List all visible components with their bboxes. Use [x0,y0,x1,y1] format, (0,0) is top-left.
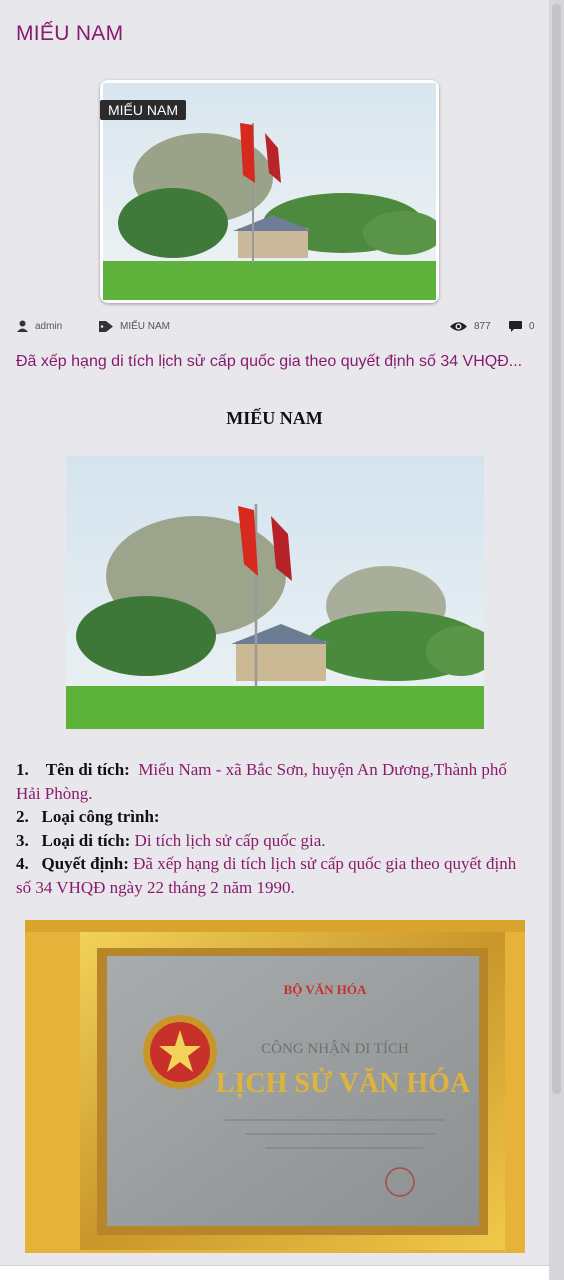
post-title[interactable]: MIẾU NAM [16,22,124,45]
info-value: Di tích lịch sử cấp quốc gia. [134,831,326,850]
info-number: 2. [16,807,29,826]
info-value: Miếu Nam - xã Bắc Sơn, huyện An Dương,Thành phố Hải Phòng. [16,760,507,803]
info-number: 3. [16,831,29,850]
author-name: admin [35,321,63,332]
tag-icon [98,320,114,333]
post-excerpt[interactable]: Đã xếp hạng di tích lịch sử cấp quốc gia theo quyết định số 34 VHQĐ... [16,353,523,370]
emblem-icon [143,1015,217,1089]
post-comments[interactable] [508,320,535,333]
info-label: Loại công trình: [41,807,160,826]
post-author[interactable] [16,320,62,333]
temple-photo [66,456,484,729]
comment-icon [508,320,523,333]
user-icon [16,320,29,333]
info-item-decision [16,852,534,900]
post-views [449,320,491,333]
info-label: Tên di tích: [45,760,130,779]
info-label: Quyết định: [41,854,129,873]
heritage-certificate-plaque [25,920,525,1253]
info-number: 4. [16,854,29,873]
info-value: Đã xếp hạng di tích lịch sử cấp quốc gia theo quyết định số 34 VHQĐ ngày 22 tháng 2 năm 1990. [16,854,517,897]
thumbnail-category-tag[interactable]: MIẾU NAM [100,100,186,120]
bottom-bar [0,1265,549,1281]
plaque-ministry: BỘ VĂN HÓA [283,982,367,997]
plaque-title: LỊCH SỬ VĂN HÓA [215,1068,471,1099]
comments-count: 0 [529,321,535,332]
eye-icon [449,320,468,333]
category-name: MIẾU NAM [120,321,170,332]
info-item-name [16,758,534,806]
info-item-type [16,805,534,829]
scrollbar-thumb[interactable] [552,4,561,1094]
article-heading: MIẾU NAM [226,408,323,428]
post-category[interactable] [98,320,170,333]
info-item-category [16,829,534,853]
plaque-recognition: CÔNG NHẬN DI TÍCH [261,1041,409,1057]
info-number: 1. [16,760,29,779]
info-label: Loại di tích: [41,831,131,850]
views-count: 877 [474,321,491,332]
